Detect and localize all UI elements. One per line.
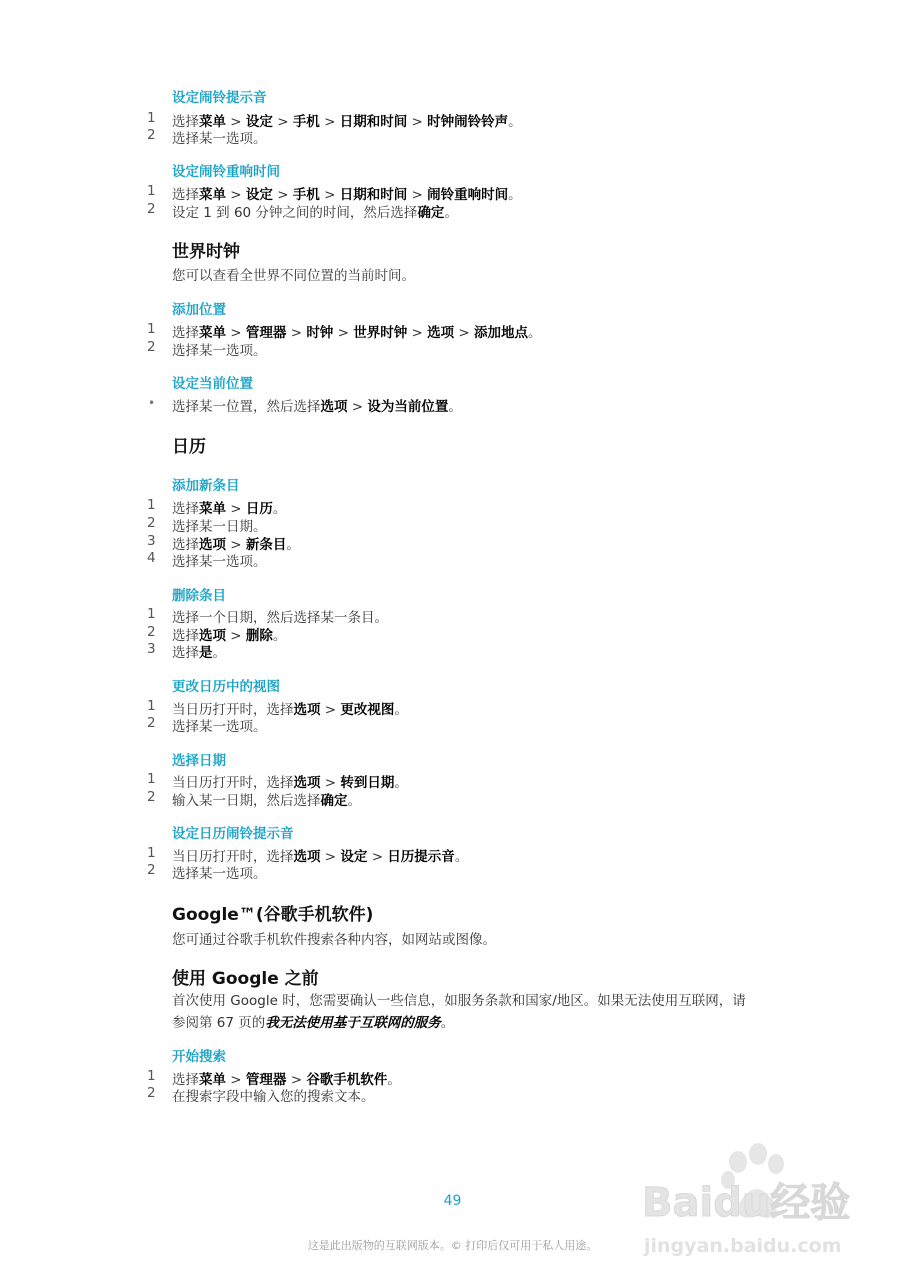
step-text: 选择某一选项。 xyxy=(172,343,267,359)
step-text: 选择菜单 > 日历。 xyxy=(172,501,287,517)
step-number: 3 xyxy=(147,641,156,657)
step-number: 1 xyxy=(147,321,156,337)
step-number: 1 xyxy=(147,110,156,126)
step-text: 设定 1 到 60 分钟之间的时间，然后选择确定。 xyxy=(172,205,458,221)
subheading-current-location: 设定当前位置 xyxy=(172,376,253,392)
svg-text:jingyan.baidu.com: jingyan.baidu.com xyxy=(644,1235,842,1257)
step-text: 选择某一选项。 xyxy=(172,554,267,570)
cross-reference-link[interactable]: 我无法使用基于互联网的服务 xyxy=(265,1015,441,1031)
step-text: 当日历打开时，选择选项 > 更改视图。 xyxy=(172,702,408,718)
subheading-start-search: 开始搜索 xyxy=(172,1049,226,1065)
paragraph: 首次使用 Google 时，您需要确认一些信息，如服务条款和国家/地区。如果无法使用互联网，请参阅第 67 页的我无法使用基于互联网的服务。 xyxy=(172,993,746,1031)
step-number: 3 xyxy=(147,533,156,549)
intro-text: 您可以查看全世界不同位置的当前时间。 xyxy=(172,268,415,284)
step-text: 在搜索字段中输入您的搜索文本。 xyxy=(172,1089,375,1105)
step-number: 2 xyxy=(147,201,156,217)
step-number: 1 xyxy=(147,606,156,622)
step-text: 选择菜单 > 设定 > 手机 > 日期和时间 > 闹铃重响时间。 xyxy=(172,187,522,203)
subheading-select-date: 选择日期 xyxy=(172,753,226,769)
subheading-snooze: 设定闹铃重响时间 xyxy=(172,164,280,180)
step-text: 选择某一日期。 xyxy=(172,519,267,535)
step-text: 选择选项 > 新条目。 xyxy=(172,537,300,553)
subheading-change-view: 更改日历中的视图 xyxy=(172,679,280,695)
step-number: 1 xyxy=(147,771,156,787)
step-number: 2 xyxy=(147,715,156,731)
step-number: 2 xyxy=(147,862,156,878)
step-number: 1 xyxy=(147,183,156,199)
step-text: 选择选项 > 删除。 xyxy=(172,628,287,644)
heading-before-google: 使用 Google 之前 xyxy=(172,969,319,989)
step-number: 2 xyxy=(147,624,156,640)
step-number: 2 xyxy=(147,127,156,143)
step-number: 4 xyxy=(147,550,156,566)
step-number: 1 xyxy=(147,698,156,714)
baidu-watermark-logo xyxy=(640,1140,870,1270)
heading-google: Google™(谷歌手机软件) xyxy=(172,905,374,925)
step-number: 1 xyxy=(147,497,156,513)
page-number: 49 xyxy=(443,1193,462,1209)
step-number: 2 xyxy=(147,515,156,531)
step-text: 选择某一选项。 xyxy=(172,131,267,147)
subheading-add-entry: 添加新条目 xyxy=(172,478,240,494)
step-text: 输入某一日期，然后选择确定。 xyxy=(172,793,361,809)
subheading-calendar-alarm: 设定日历闹铃提示音 xyxy=(172,826,294,842)
step-text: 选择菜单 > 管理器 > 谷歌手机软件。 xyxy=(172,1072,401,1088)
step-number: 1 xyxy=(147,845,156,861)
heading-world-clock: 世界时钟 xyxy=(172,242,240,262)
bullet-text: 选择某一位置，然后选择选项 > 设为当前位置。 xyxy=(172,399,462,415)
step-text: 选择一个日期，然后选择某一条目。 xyxy=(172,610,388,626)
step-text: 当日历打开时，选择选项 > 设定 > 日历提示音。 xyxy=(172,849,469,865)
subheading-add-location: 添加位置 xyxy=(172,302,226,318)
svg-text:Baidu经验: Baidu经验 xyxy=(642,1180,851,1226)
step-number: 1 xyxy=(147,1068,156,1084)
step-text: 选择菜单 > 设定 > 手机 > 日期和时间 > 时钟闹铃铃声。 xyxy=(172,114,522,130)
step-text: 选择某一选项。 xyxy=(172,866,267,882)
bullet-marker: • xyxy=(148,396,156,410)
step-number: 2 xyxy=(147,1085,156,1101)
intro-text: 您可通过谷歌手机软件搜索各种内容，如网站或图像。 xyxy=(172,932,496,948)
step-number: 2 xyxy=(147,339,156,355)
footer-note: 这是此出版物的互联网版本。© 打印后仅可用于私人用途。 xyxy=(307,1239,598,1252)
step-text: 当日历打开时，选择选项 > 转到日期。 xyxy=(172,775,408,791)
step-number: 2 xyxy=(147,789,156,805)
subheading-alarm-tone: 设定闹铃提示音 xyxy=(172,90,267,106)
step-text: 选择是。 xyxy=(172,645,226,661)
subheading-delete-entry: 删除条目 xyxy=(172,588,226,604)
heading-calendar: 日历 xyxy=(172,437,206,457)
step-text: 选择某一选项。 xyxy=(172,719,267,735)
step-text: 选择菜单 > 管理器 > 时钟 > 世界时钟 > 选项 > 添加地点。 xyxy=(172,325,542,341)
